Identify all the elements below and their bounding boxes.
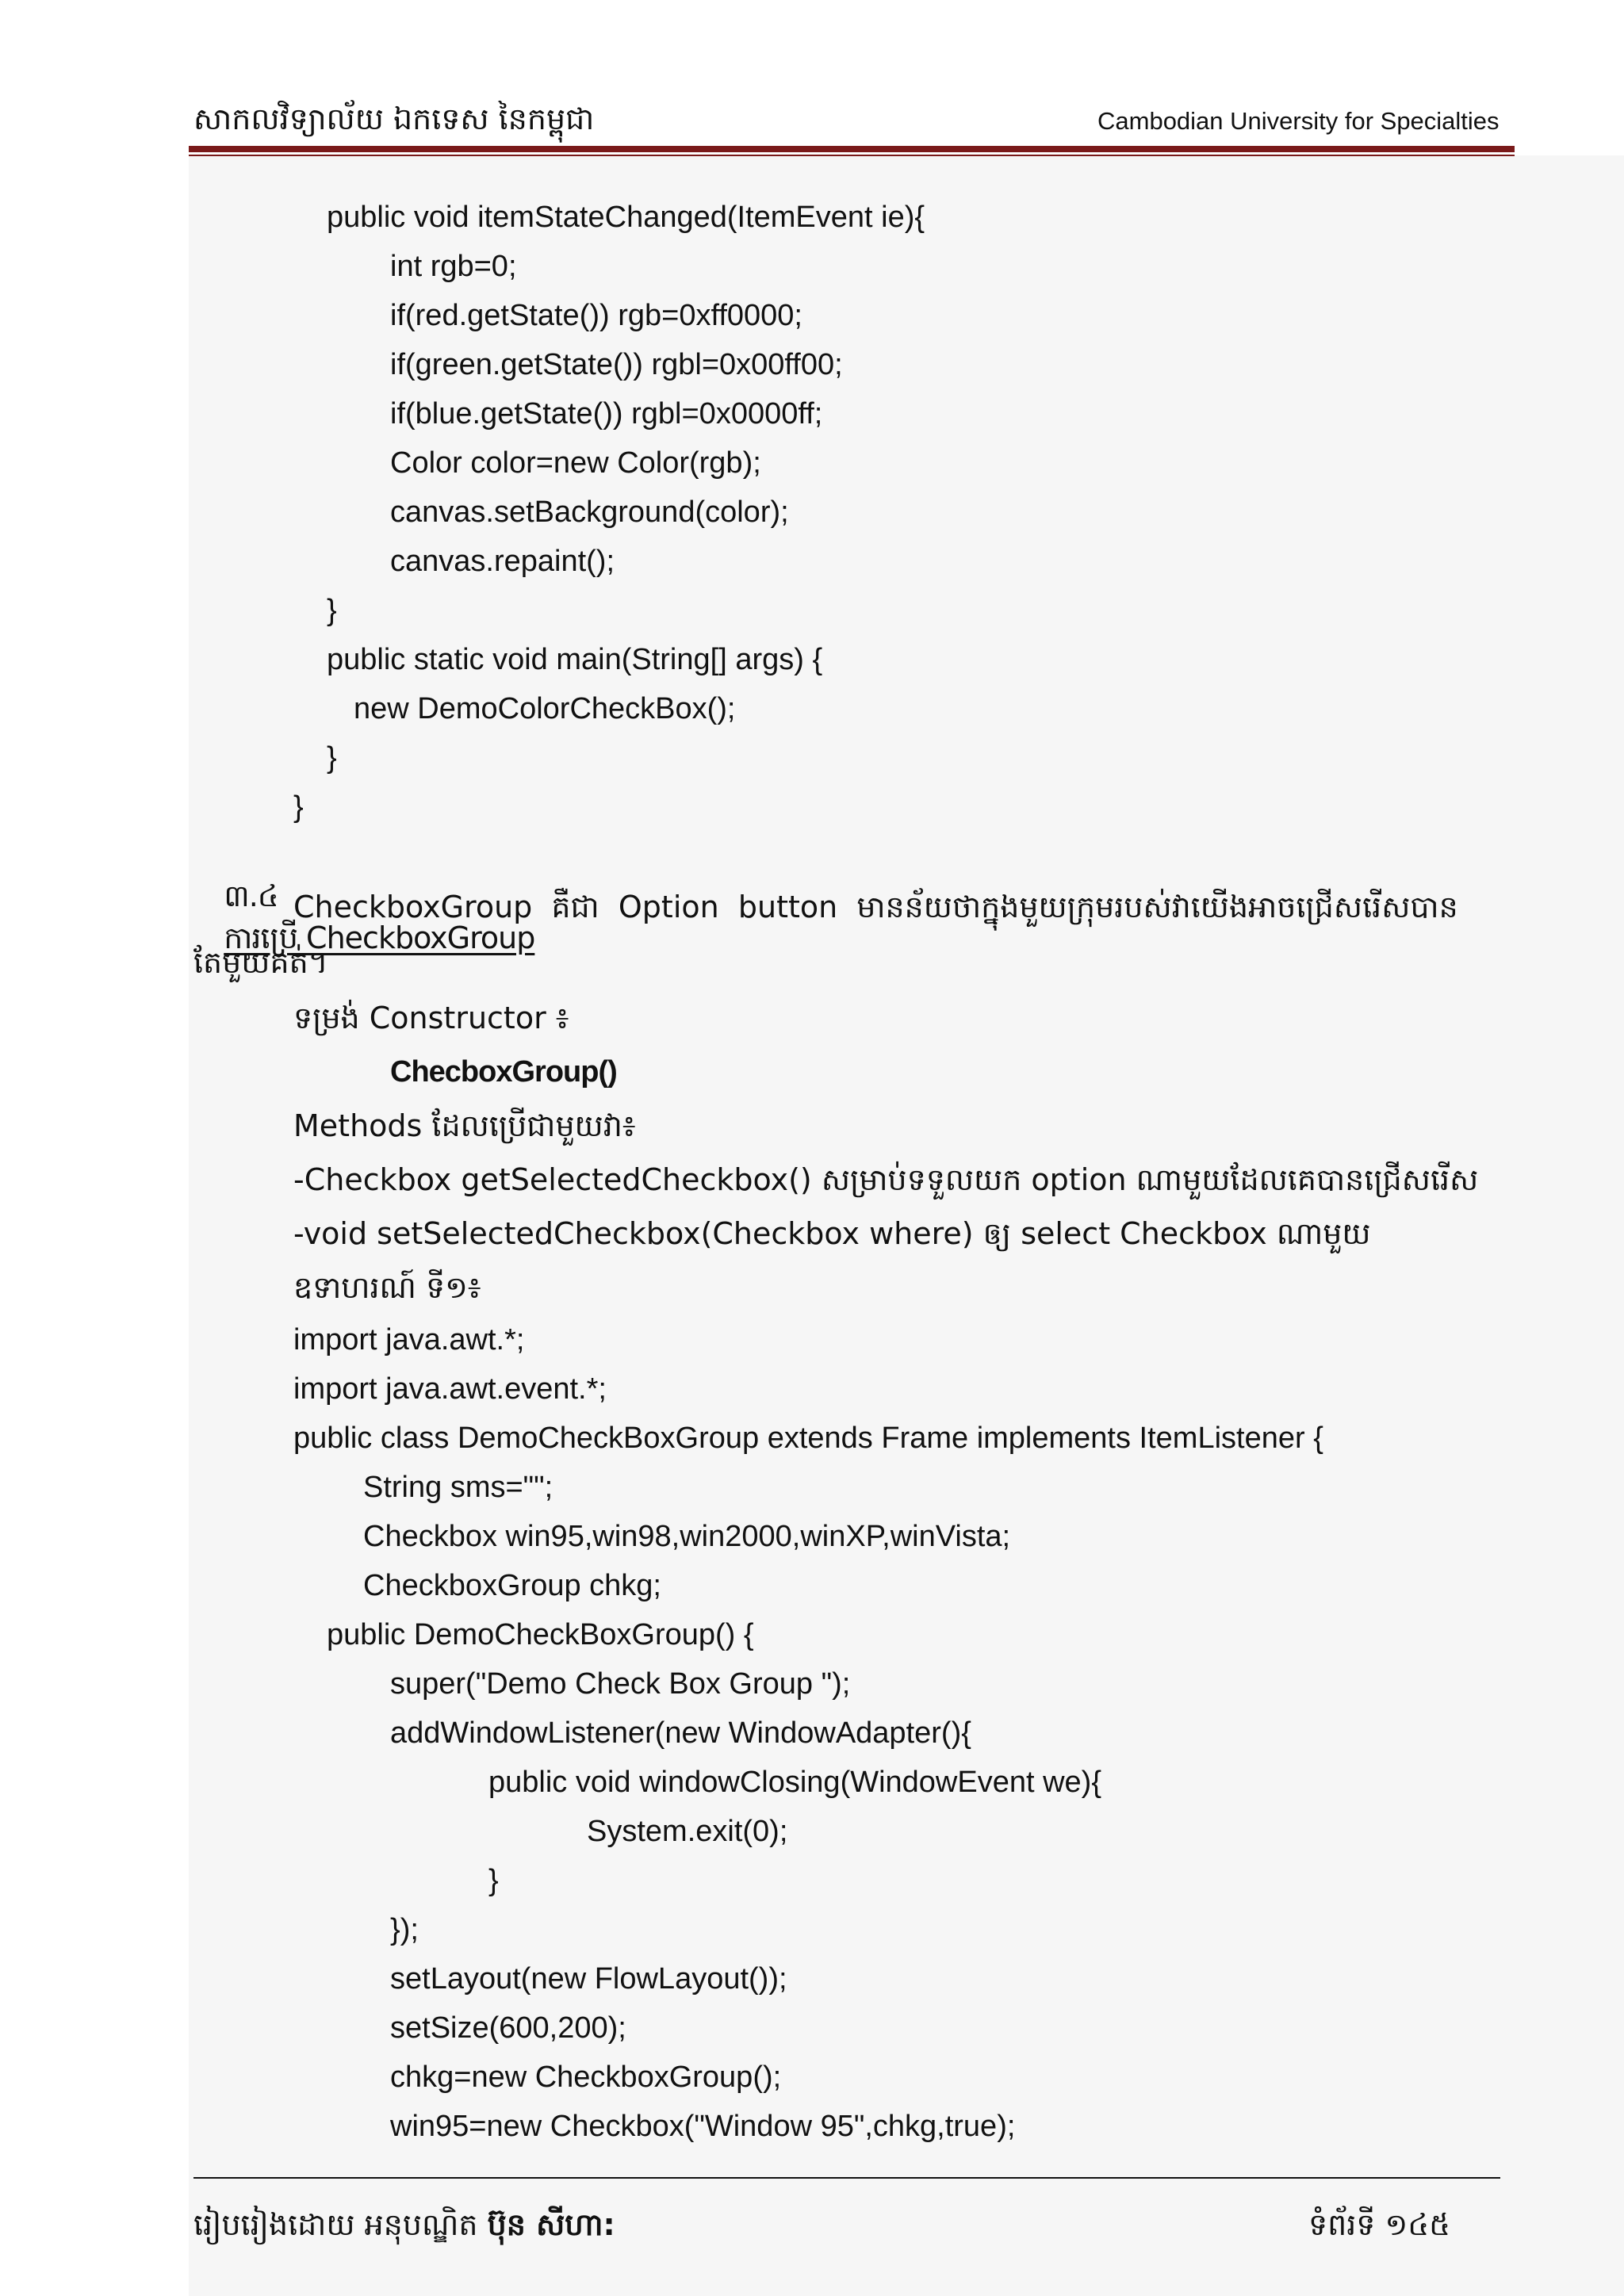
code-line: import java.awt.event.*; (293, 1372, 607, 1406)
code-line: } (327, 594, 337, 627)
code-line: import java.awt.*; (293, 1323, 525, 1357)
footer-author-prefix: រៀបរៀងដោយ អនុបណ្ឌិត (193, 2207, 478, 2242)
description-line: តែមួយគត់។ (193, 945, 328, 980)
footer-rule (193, 2177, 1500, 2179)
code-line: public DemoCheckBoxGroup() { (327, 1618, 754, 1651)
code-line: } (293, 790, 304, 824)
method-description: -void setSelectedCheckbox(Checkbox where) ឲ្យ select Checkbox ណាមួយ (293, 1216, 1371, 1251)
code-line: setSize(600,200); (390, 2011, 626, 2045)
code-line: public void windowClosing(WindowEvent we){ (488, 1766, 1102, 1799)
code-line: new DemoColorCheckBox(); (354, 692, 736, 725)
code-line: setLayout(new FlowLayout()); (390, 1962, 787, 1996)
constructor-label: ទម្រង់ Constructor ៖ (293, 1001, 569, 1035)
code-line: public static void main(String[] args) { (327, 643, 823, 676)
code-line: String sms=""; (363, 1471, 553, 1504)
code-line: public class DemoCheckBoxGroup extends Frame implements ItemListener { (293, 1422, 1323, 1455)
method-description: -Checkbox getSelectedCheckbox() សម្រាប់ទទួលយក option ណាមួយដែលគេបានជ្រើសរើស (293, 1162, 1479, 1197)
code-line: } (488, 1864, 499, 1897)
code-line: canvas.setBackground(color); (390, 496, 789, 529)
header-rule-thin (189, 155, 1515, 156)
code-line: public void itemStateChanged(ItemEvent ie){ (327, 201, 925, 234)
code-line: canvas.repaint(); (390, 545, 615, 578)
section-number: ៣.៤ (224, 878, 278, 913)
page-number: ទំព័រទី ១៤៥ (1308, 2207, 1451, 2242)
description-line: CheckboxGroup គឺជា Option button មានន័យថាក្នុងមួយក្រុមរបស់វាយើងអាចជ្រើសរើសបាន (293, 890, 1458, 924)
code-line: addWindowListener(new WindowAdapter(){ (390, 1716, 971, 1750)
methods-label: Methods ដែលប្រើជាមួយវា៖ (293, 1108, 636, 1143)
header-rule (189, 146, 1515, 152)
code-line: chkg=new CheckboxGroup(); (390, 2061, 782, 2094)
code-line: } (327, 741, 337, 775)
footer-author (193, 2201, 615, 2248)
code-line: win95=new Checkbox("Window 95",chkg,true); (390, 2110, 1016, 2143)
header-university-english: Cambodian University for Specialties (1097, 107, 1500, 135)
code-line: super("Demo Check Box Group "); (390, 1667, 851, 1701)
code-line: CheckboxGroup chkg; (363, 1569, 661, 1602)
code-line: if(red.getState()) rgb=0xff0000; (390, 299, 802, 332)
code-line: }); (390, 1913, 419, 1946)
header-university-khmer: សាកលវិទ្យាល័យ ឯកទេស នៃកម្ពុជា (193, 101, 595, 136)
example-label: ឧទាហរណ៍ ទី១៖ (293, 1270, 481, 1305)
code-line: Checkbox win95,win98,win2000,winXP,winVista; (363, 1520, 1011, 1553)
code-line: if(green.getState()) rgbl=0x00ff00; (390, 348, 843, 381)
section-title: ការប្រើ CheckboxGroup (224, 920, 535, 955)
code-line: int rgb=0; (390, 250, 517, 283)
constructor-signature: ChecboxGroup() (390, 1055, 617, 1089)
footer-author-name: ប៊ុន សីហា: (487, 2207, 615, 2242)
code-line: Color color=new Color(rgb); (390, 446, 761, 480)
code-line: if(blue.getState()) rgbl=0x0000ff; (390, 397, 823, 430)
code-line: System.exit(0); (587, 1815, 788, 1848)
